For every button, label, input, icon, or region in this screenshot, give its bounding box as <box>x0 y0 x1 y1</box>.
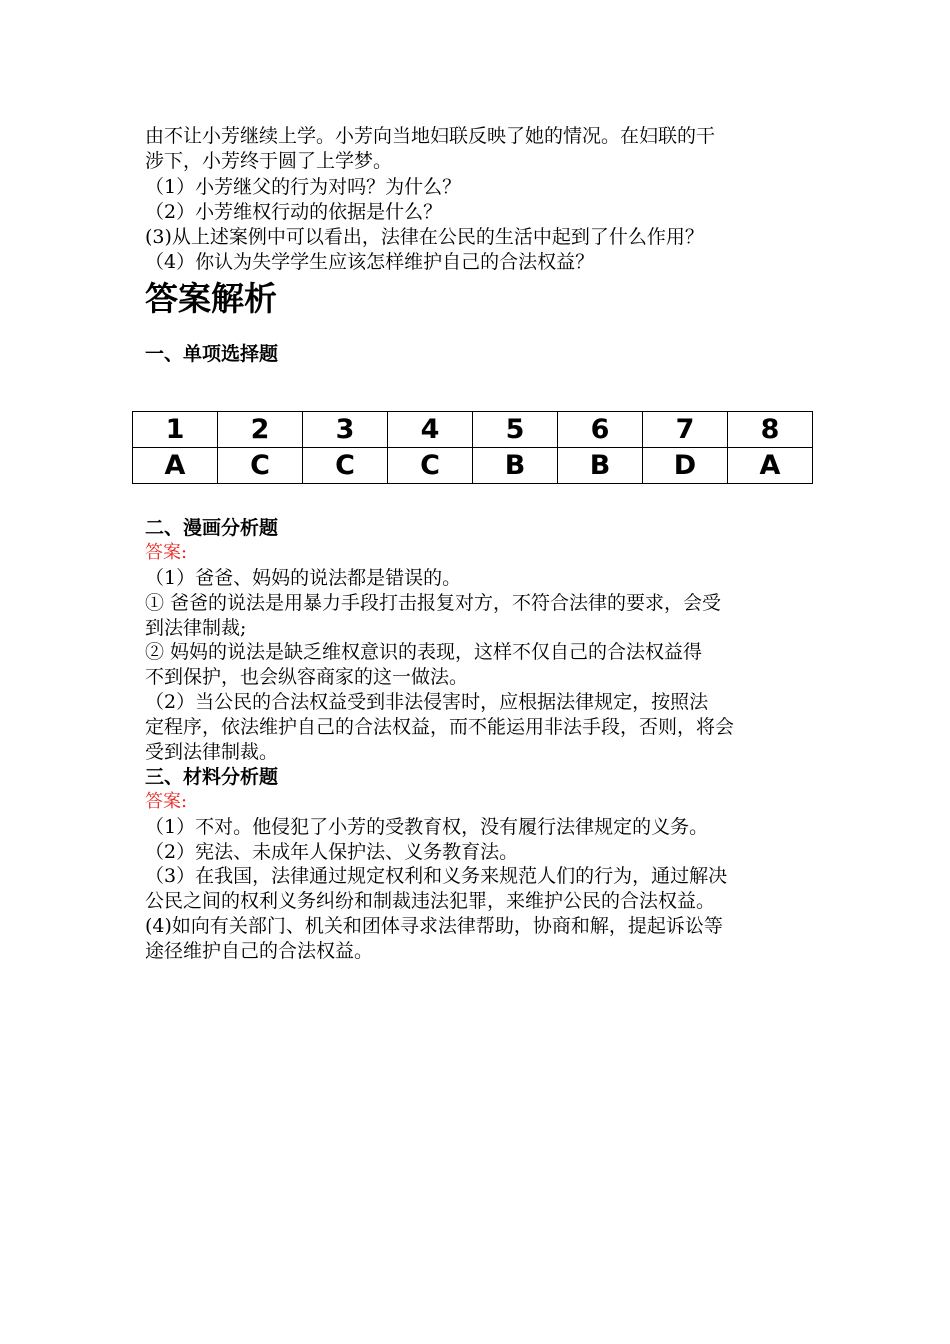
answer-line: 定程序，依法维护自己的合法权益，而不能运用非法手段，否则，将会 <box>145 716 735 738</box>
answer-line: （2）当公民的合法权益受到非法侵害时，应根据法律规定，按照法 <box>145 691 709 713</box>
answer-line: 到法律制裁; <box>145 617 247 639</box>
table-cell-number: 3 <box>303 412 388 448</box>
answer-table <box>132 411 813 484</box>
table-cell-number: 1 <box>133 412 218 448</box>
intro-line: 由不让小芳继续上学。小芳向当地妇联反映了她的情况。在妇联的干 <box>145 125 716 147</box>
table-cell-answer: D <box>643 448 728 484</box>
answer-line: （1）不对。他侵犯了小芳的受教育权，没有履行法律规定的义务。 <box>145 816 709 838</box>
section-heading-comic: 二、漫画分析题 <box>145 517 279 539</box>
question-4: （4）你认为失学学生应该怎样维护自己的合法权益？ <box>145 251 595 273</box>
table-cell-answer: C <box>218 448 303 484</box>
answer-line: （1）爸爸、妈妈的说法都是错误的。 <box>145 567 462 589</box>
section-heading-choice: 一、单项选择题 <box>145 343 279 365</box>
table-cell-number: 7 <box>643 412 728 448</box>
answer-label: 答案: <box>145 791 188 812</box>
table-cell-answer: B <box>558 448 643 484</box>
answer-line: 受到法律制裁。 <box>145 741 279 763</box>
answer-line: （3）在我国，法律通过规定权利和义务来规范人们的行为，通过解决 <box>145 865 728 887</box>
answer-line: ① 爸爸的说法是用暴力手段打击报复对方，不符合法律的要求，会受 <box>145 592 722 614</box>
question-3: (3)从上述案例中可以看出，法律在公民的生活中起到了什么作用？ <box>145 226 704 248</box>
answer-label: 答案: <box>145 542 188 563</box>
table-cell-answer: B <box>473 448 558 484</box>
answer-line: (4)如向有关部门、机关和团体寻求法律帮助，协商和解，提起诉讼等 <box>145 915 723 937</box>
table-cell-answer: A <box>133 448 218 484</box>
answer-line: 不到保护，也会纵容商家的这一做法。 <box>145 666 469 688</box>
table-cell-number: 2 <box>218 412 303 448</box>
answer-line: （2）宪法、未成年人保护法、义务教育法。 <box>145 841 519 863</box>
table-cell-number: 4 <box>388 412 473 448</box>
answer-line: 途径维护自己的合法权益。 <box>145 940 374 962</box>
table-cell-number: 5 <box>473 412 558 448</box>
question-1: （1）小芳继父的行为对吗？为什么？ <box>145 176 462 198</box>
intro-line: 涉下，小芳终于圆了上学梦。 <box>145 150 393 172</box>
section-heading-material: 三、材料分析题 <box>145 766 279 788</box>
table-cell-answer: A <box>728 448 813 484</box>
answer-line: 公民之间的权利义务纠纷和制裁违法犯罪，来维护公民的合法权益。 <box>145 890 716 912</box>
question-2: （2）小芳维权行动的依据是什么？ <box>145 201 443 223</box>
table-row-numbers <box>133 412 813 448</box>
table-cell-number: 8 <box>728 412 813 448</box>
table-cell-answer: C <box>303 448 388 484</box>
answer-line: ② 妈妈的说法是缺乏维权意识的表现，这样不仅自己的合法权益得 <box>145 641 703 663</box>
page-title: 答案解析 <box>145 279 277 318</box>
table-cell-number: 6 <box>558 412 643 448</box>
table-row-answers <box>133 448 813 484</box>
table-cell-answer: C <box>388 448 473 484</box>
